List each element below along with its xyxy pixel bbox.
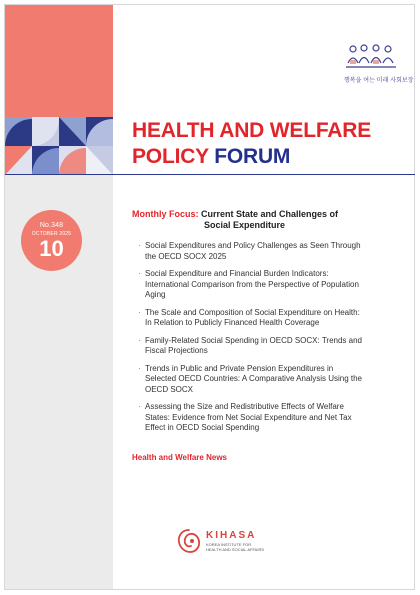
kihasa-emblem-icon bbox=[176, 528, 202, 554]
bullet-icon: · bbox=[138, 241, 141, 250]
article-title-line: International Comparison from the Perspective of Population bbox=[145, 279, 359, 289]
article-title-line: Aging bbox=[145, 290, 166, 299]
article-item[interactable] bbox=[138, 364, 413, 396]
bullet-icon: · bbox=[138, 402, 141, 411]
title-line-2 bbox=[132, 144, 371, 170]
people-logo-icon bbox=[344, 43, 398, 73]
article-title-line: Family-Related Social Spending in OECD SOCX: Trends and bbox=[145, 335, 362, 345]
publisher-slogan: 행복을 여는 미래 사회보장 bbox=[344, 77, 414, 84]
title-policy: POLICY bbox=[132, 145, 215, 168]
monthly-focus-title-line-2: Social Expenditure bbox=[204, 220, 286, 230]
bullet-icon: · bbox=[138, 269, 141, 278]
issue-date: OCTOBER 2025 bbox=[31, 231, 72, 237]
kihasa-logo bbox=[176, 528, 286, 554]
article-title-line: OECD SOCX bbox=[145, 384, 194, 394]
article-title-line: The Scale and Composition of Social Expenditure on Health: bbox=[145, 307, 360, 317]
bullet-icon: · bbox=[138, 363, 141, 373]
bullet-icon: · bbox=[138, 335, 141, 345]
monthly-focus-heading bbox=[132, 209, 338, 220]
article-title-line: Selected OECD Countries: A Comparative Analysis Using the bbox=[145, 374, 362, 383]
article-item[interactable] bbox=[138, 269, 413, 301]
bullet-icon: · bbox=[138, 307, 141, 317]
article-item[interactable] bbox=[138, 241, 413, 262]
article-item[interactable] bbox=[138, 308, 413, 329]
title-line-1: HEALTH AND WELFARE bbox=[132, 119, 372, 142]
issue-badge bbox=[21, 210, 82, 271]
issue-month: 10 bbox=[39, 236, 64, 261]
monthly-focus-label: Monthly Focus: bbox=[132, 209, 199, 219]
kihasa-full-name-line-2: HEALTH AND SOCIAL AFFAIRS bbox=[206, 547, 265, 552]
article-item[interactable] bbox=[138, 402, 413, 434]
article-title-line: States: Evidence from Net Social Expenditure and Net Tax bbox=[145, 412, 352, 422]
article-title-line: Assessing the Size and Redistributive Effects of Welfare bbox=[145, 402, 344, 411]
publication-title bbox=[132, 118, 371, 170]
article-title-line: Social Expenditures and Policy Challenges as Seen Through bbox=[145, 241, 361, 250]
article-title-line: Trends in Public and Private Pension Expenditures in bbox=[145, 363, 334, 373]
issue-number: No.348 bbox=[39, 222, 64, 229]
salmon-header-block bbox=[5, 5, 113, 117]
header-divider bbox=[5, 174, 415, 175]
kihasa-full-name-line-1: KOREA INSTITUTE FOR bbox=[206, 542, 252, 547]
news-section-title[interactable]: Health and Welfare News bbox=[132, 453, 227, 462]
article-list bbox=[138, 241, 413, 441]
monthly-focus-title: Current State and Challenges of bbox=[201, 209, 339, 219]
article-title-line: In Relation to Publicly Financed Health Coverage bbox=[145, 318, 320, 327]
kihasa-name: KIHASA bbox=[206, 530, 257, 541]
geometric-pattern bbox=[5, 117, 113, 175]
title-forum: FORUM bbox=[214, 145, 291, 168]
article-item[interactable] bbox=[138, 336, 413, 357]
article-title-line: Effect in OECD Social Spending bbox=[145, 423, 260, 432]
article-title-line: Social Expenditure and Financial Burden Indicators: bbox=[145, 269, 329, 278]
article-title-line: Fiscal Projections bbox=[145, 346, 208, 355]
article-title-line: the OECD SOCX 2025 bbox=[145, 251, 227, 261]
